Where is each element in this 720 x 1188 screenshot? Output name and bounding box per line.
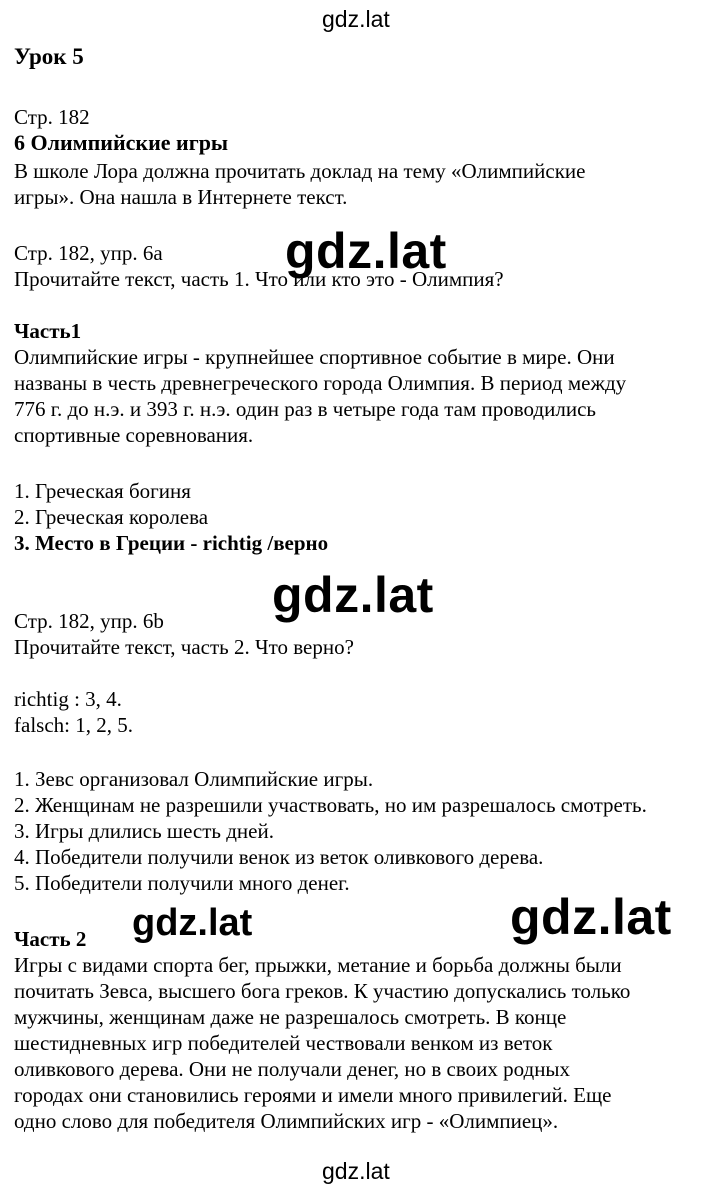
statement-item: 4. Победители получили венок из веток оливкового дерева. bbox=[14, 845, 544, 869]
statement-item: 3. Игры длились шесть дней. bbox=[14, 819, 274, 843]
part1-line: спортивные соревнования. bbox=[14, 423, 254, 447]
option-item-correct: 3. Место в Греции - richtig /верно bbox=[14, 531, 329, 555]
intro-line: игры». Она нашла в Интернете текст. bbox=[14, 185, 348, 209]
part2-line: почитать Зевса, высшего бога греков. К участию допускались только bbox=[14, 979, 631, 1003]
lesson-title: Урок 5 bbox=[14, 44, 84, 69]
part1-line: Олимпийские игры - крупнейшее спортивное событие в мире. Они bbox=[14, 345, 615, 369]
part2-line: оливкового дерева. Они не получали денег, но в своих родных bbox=[14, 1057, 571, 1081]
part2-line: мужчины, женщинам даже не разрешалось смотреть. В конце bbox=[14, 1005, 567, 1029]
statement-item: 5. Победители получили много денег. bbox=[14, 871, 350, 895]
watermark: gdz.lat bbox=[272, 567, 434, 623]
intro-line: В школе Лора должна прочитать доклад на тему «Олимпийские bbox=[14, 159, 586, 183]
statement-item: 1. Зевс организовал Олимпийские игры. bbox=[14, 767, 374, 791]
part2-heading: Часть 2 bbox=[14, 927, 87, 951]
exercise-6b-reference: Стр. 182, упр. 6b bbox=[14, 609, 164, 633]
section-title: 6 Олимпийские игры bbox=[14, 130, 229, 155]
part1-line: названы в честь древнегреческого города Олимпия. В период между bbox=[14, 371, 627, 395]
part2-line: городах они становились героями и имели много привилегий. Еще bbox=[14, 1083, 612, 1107]
page-reference: Стр. 182 bbox=[14, 105, 90, 129]
watermark: gdz.lat bbox=[285, 223, 447, 279]
watermark: gdz.lat bbox=[510, 889, 672, 945]
exercise-6b-task: Прочитайте текст, часть 2. Что верно? bbox=[14, 635, 354, 659]
part2-line: шестидневных игр победителей чествовали венком из веток bbox=[14, 1031, 553, 1055]
answer-richtig: richtig : 3, 4. bbox=[14, 687, 122, 711]
watermark-bottom: gdz.lat bbox=[322, 1158, 390, 1184]
part2-line: Игры с видами спорта бег, прыжки, метание и борьба должны были bbox=[14, 953, 622, 977]
answer-falsch: falsch: 1, 2, 5. bbox=[14, 713, 133, 737]
exercise-6a-reference: Стр. 182, упр. 6а bbox=[14, 241, 163, 265]
part1-line: 776 г. до н.э. и 393 г. н.э. один раз в четыре года там проводились bbox=[14, 397, 596, 421]
option-item: 2. Греческая королева bbox=[14, 505, 209, 529]
part2-line: одно слово для победителя Олимпийских игр - «Олимпиец». bbox=[14, 1109, 559, 1133]
statement-item: 2. Женщинам не разрешили участвовать, но им разрешалось смотреть. bbox=[14, 793, 647, 817]
option-item: 1. Греческая богиня bbox=[14, 479, 191, 503]
watermark-top: gdz.lat bbox=[322, 6, 390, 32]
watermark: gdz.lat bbox=[132, 902, 253, 944]
part1-heading: Часть1 bbox=[14, 319, 82, 343]
exercise-6a-task: Прочитайте текст, часть 1. Что или кто это - Олимпия? bbox=[14, 267, 504, 291]
